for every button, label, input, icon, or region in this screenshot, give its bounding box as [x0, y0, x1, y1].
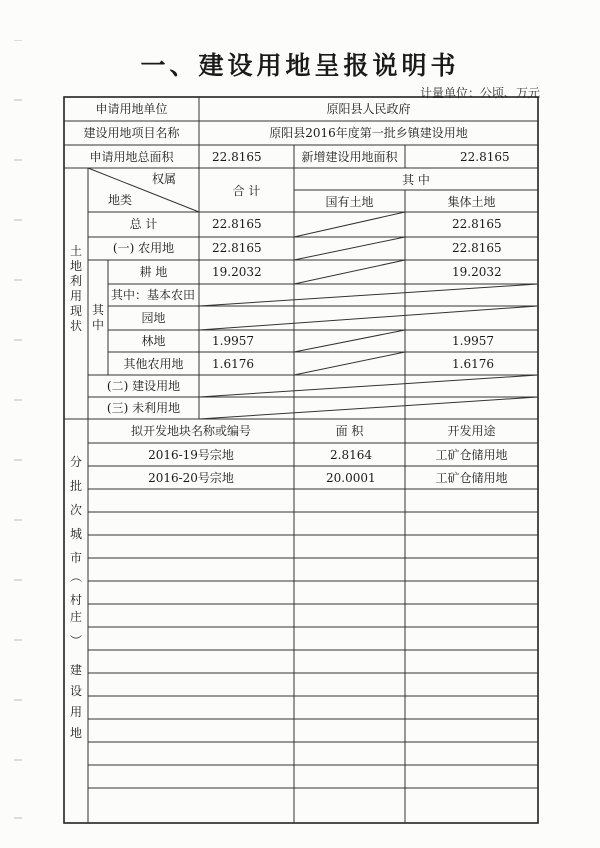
batch-side-label-mid: 村 庄 [69, 593, 82, 624]
diag-header-ownership: 权属 [152, 172, 177, 186]
batch-row-use: 工矿仓储用地 [435, 471, 508, 485]
batch-header-use: 开发用途 [447, 424, 496, 438]
row-total-collective: 22.8165 [452, 217, 502, 231]
total-area-label: 申请用地总面积 [89, 150, 174, 164]
row-unused-label: (三) 未利用地 [106, 401, 181, 415]
row-arable-collective: 19.2032 [452, 265, 502, 279]
row-other-collective: 1.6176 [452, 357, 494, 371]
batch-side-label-bottom: 建 设 用 地 [69, 663, 82, 740]
row-other-label: 其他农用地 [123, 357, 184, 371]
batch-row-name: 2016-20号宗地 [148, 471, 234, 485]
row-arable-value: 19.2032 [212, 265, 262, 279]
batch-row-area: 2.8164 [330, 448, 372, 462]
batch-row-area: 20.0001 [326, 471, 376, 485]
batch-header-area: 面 积 [335, 424, 364, 438]
new-area-value: 22.8165 [460, 150, 510, 164]
land-use-side-label: 土 地 利 用 现 状 [69, 244, 82, 333]
row-total-label: 总 计 [129, 217, 158, 231]
row-forest-value: 1.9957 [212, 334, 254, 348]
project-label: 建设用地项目名称 [83, 126, 180, 140]
row-other-value: 1.6176 [212, 357, 254, 371]
document-title: 一、建设用地呈报说明书 [140, 51, 460, 80]
col-state-header: 国有土地 [325, 195, 374, 209]
project-value: 原阳县2016年度第一批乡镇建设用地 [269, 126, 468, 140]
row-garden-label: 园地 [141, 311, 166, 325]
diag-header-landtype: 地类 [108, 193, 133, 207]
row-basic-label: 其中：基本农田 [111, 288, 196, 302]
batch-side-paren-open: ︵ [69, 570, 82, 584]
total-area-value: 22.8165 [212, 150, 262, 164]
col-among-header: 其 中 [402, 173, 430, 187]
batch-row-use: 工矿仓储用地 [435, 448, 508, 462]
new-area-label: 新增建设用地面积 [301, 150, 398, 164]
applicant-label: 申请用地单位 [95, 102, 168, 116]
batch-row-name: 2016-19号宗地 [148, 448, 234, 462]
batch-side-paren-close: ︶ [69, 634, 82, 648]
batch-side-label-top: 分 批 次 城 市 [69, 455, 82, 565]
row-arable-label: 耕 地 [139, 265, 168, 279]
sub-group-label: 其 中 [91, 303, 104, 332]
row-forest-collective: 1.9957 [452, 334, 494, 348]
row-agri-value: 22.8165 [212, 241, 262, 255]
batch-header-name: 拟开发地块名称或编号 [130, 424, 251, 438]
unit-note: 计量单位：公顷、万元 [420, 86, 541, 100]
applicant-value: 原阳县人民政府 [326, 102, 411, 116]
col-collective-header: 集体土地 [447, 195, 496, 209]
row-construction-label: (二) 建设用地 [106, 379, 181, 393]
row-forest-label: 林地 [141, 334, 166, 348]
row-agri-label: (一) 农用地 [112, 241, 175, 255]
col-total-header: 合 计 [232, 184, 261, 198]
row-total-value: 22.8165 [212, 217, 262, 231]
row-agri-collective: 22.8165 [452, 241, 502, 255]
